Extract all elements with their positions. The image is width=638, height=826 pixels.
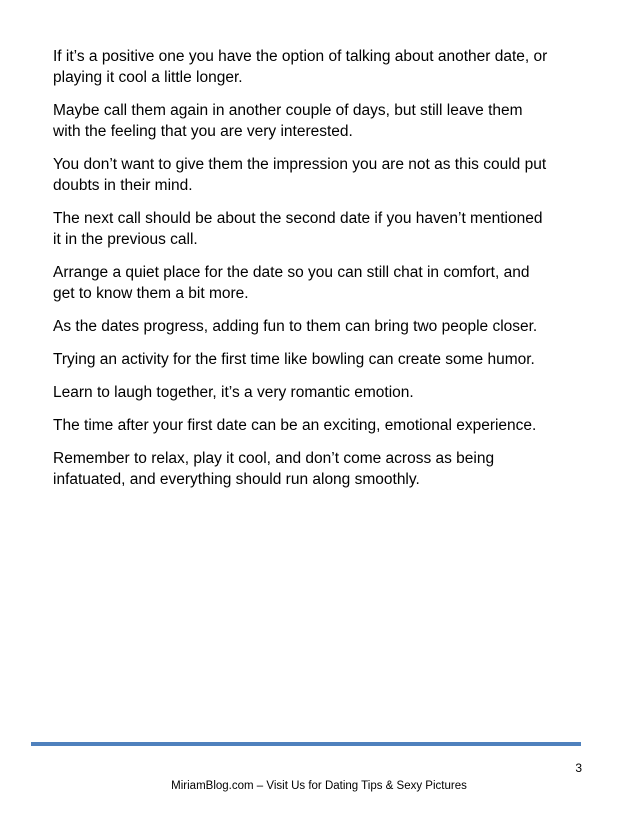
paragraph-2: Maybe call them again in another couple of days, but still leave them with the feeling that you are very interested. <box>53 102 523 140</box>
body-text <box>53 46 593 502</box>
paragraph-7: Trying an activity for the first time like bowling can create some humor. <box>53 351 535 368</box>
paragraph-10: Remember to relax, play it cool, and don’t come across as being infatuated, and everything should run along smoothly. <box>53 450 495 488</box>
footer-text: MiriamBlog.com – Visit Us for Dating Tips & Sexy Pictures <box>171 780 467 792</box>
page-number: 3 <box>575 761 582 775</box>
paragraph-4: The next call should be about the second date if you haven’t mentioned it in the previous call. <box>53 210 543 248</box>
paragraph-6: As the dates progress, adding fun to them can bring two people closer. <box>53 318 538 335</box>
paragraph-9: The time after your first date can be an exciting, emotional experience. <box>53 417 537 434</box>
paragraph-5: Arrange a quiet place for the date so you can still chat in comfort, and get to know them a bit more. <box>53 264 530 302</box>
paragraph-1: If it’s a positive one you have the option of talking about another date, or playing it cool a little longer. <box>53 48 548 86</box>
paragraph-3: You don’t want to give them the impression you are not as this could put doubts in their mind. <box>53 156 547 194</box>
paragraph-8: Learn to laugh together, it’s a very romantic emotion. <box>53 384 414 401</box>
footer-divider <box>31 742 581 746</box>
